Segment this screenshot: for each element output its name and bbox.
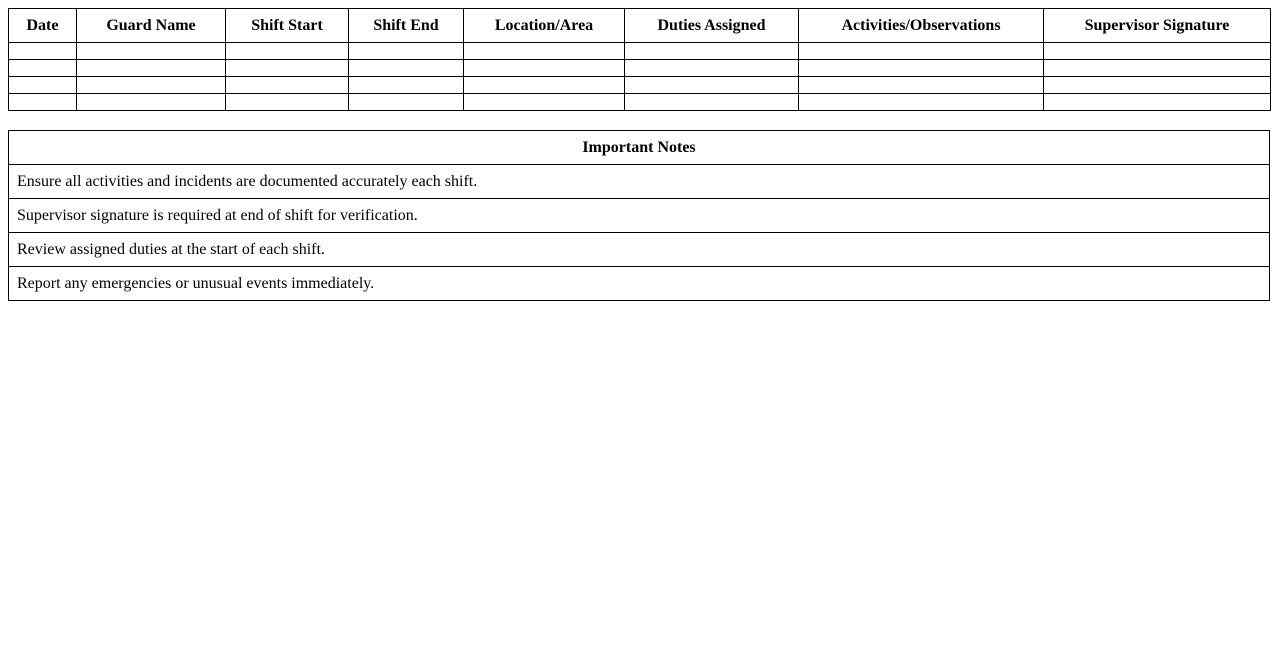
list-item (9, 199, 1270, 233)
table-cell (226, 77, 349, 94)
table-row (9, 43, 1271, 60)
table-cell (625, 60, 799, 77)
column-header-guard-name: Guard Name (77, 9, 226, 43)
table-cell (799, 43, 1044, 60)
column-header-supervisor-signature: Supervisor Signature (1044, 9, 1271, 43)
table-cell (1044, 43, 1271, 60)
table-cell (625, 77, 799, 94)
notes-header-row (9, 131, 1270, 165)
note-text: Review assigned duties at the start of each shift. (9, 233, 1270, 267)
table-cell (464, 43, 625, 60)
list-item (9, 165, 1270, 199)
column-header-shift-start: Shift Start (226, 9, 349, 43)
table-cell (349, 77, 464, 94)
table-cell (77, 43, 226, 60)
table-cell (1044, 77, 1271, 94)
table-cell (349, 60, 464, 77)
column-header-location-area: Location/Area (464, 9, 625, 43)
shift-log-table (8, 8, 1271, 111)
table-cell (9, 94, 77, 111)
table-cell (9, 43, 77, 60)
table-cell (77, 77, 226, 94)
table-cell (799, 60, 1044, 77)
list-item (9, 267, 1270, 301)
table-cell (464, 60, 625, 77)
column-header-activities-observations: Activities/Observations (799, 9, 1044, 43)
column-header-date: Date (9, 9, 77, 43)
table-cell (9, 77, 77, 94)
table-cell (226, 43, 349, 60)
table-cell (77, 60, 226, 77)
table-cell (625, 94, 799, 111)
list-item (9, 233, 1270, 267)
table-cell (464, 77, 625, 94)
table-cell (77, 94, 226, 111)
table-cell (464, 94, 625, 111)
table-row (9, 60, 1271, 77)
important-notes-table (8, 130, 1270, 301)
table-cell (1044, 94, 1271, 111)
column-header-shift-end: Shift End (349, 9, 464, 43)
table-cell (799, 77, 1044, 94)
note-text: Supervisor signature is required at end of shift for verification. (9, 199, 1270, 233)
note-text: Report any emergencies or unusual events immediately. (9, 267, 1270, 301)
table-cell (799, 94, 1044, 111)
notes-title: Important Notes (9, 131, 1270, 165)
table-header-row (9, 9, 1271, 43)
table-cell (349, 43, 464, 60)
table-cell (226, 60, 349, 77)
table-cell (349, 94, 464, 111)
table-row (9, 77, 1271, 94)
table-row (9, 94, 1271, 111)
table-cell (226, 94, 349, 111)
note-text: Ensure all activities and incidents are documented accurately each shift. (9, 165, 1270, 199)
table-cell (9, 60, 77, 77)
table-cell (1044, 60, 1271, 77)
column-header-duties-assigned: Duties Assigned (625, 9, 799, 43)
table-cell (625, 43, 799, 60)
